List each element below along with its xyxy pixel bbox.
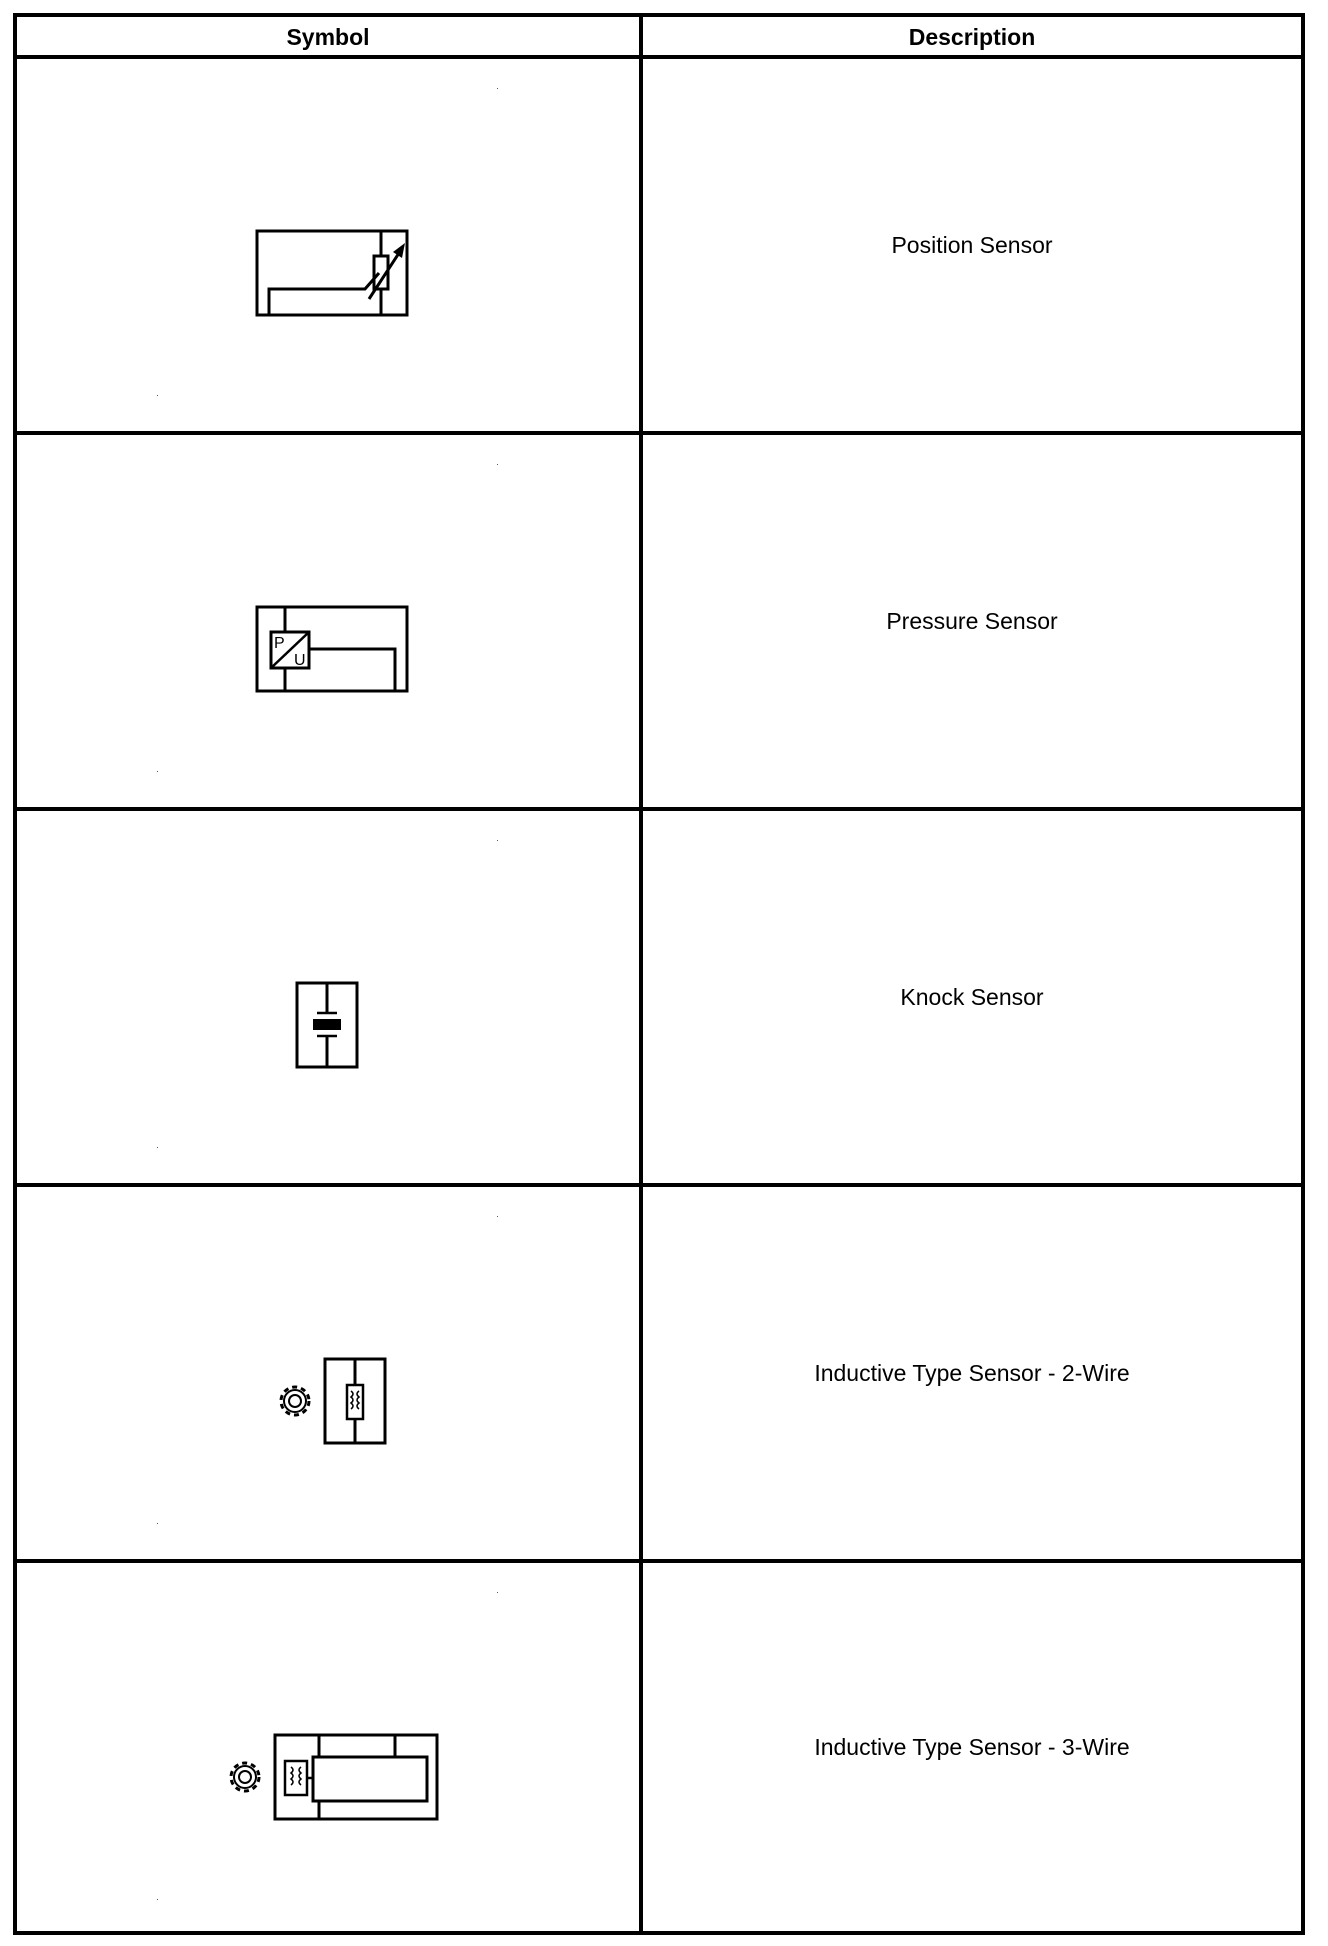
description-cell [643,811,1301,1183]
inductive-3-wire-sensor-icon [217,1727,447,1827]
description-text: Inductive Type Sensor - 2-Wire [814,1359,1130,1386]
inductive-2-wire-sensor-icon [267,1351,397,1451]
description-cell [643,435,1301,807]
gear-icon [231,1763,259,1791]
description-text: Knock Sensor [900,983,1044,1010]
gear-icon [281,1387,309,1415]
pressure-label-top: P [274,635,285,652]
table-row [17,1563,1301,1931]
knock-sensor-icon [287,975,367,1075]
sensor-symbol-table [13,13,1305,1935]
symbol-cell [17,1187,639,1559]
description-cell [643,1187,1301,1559]
description-text: Pressure Sensor [886,607,1058,634]
pressure-sensor-icon [247,599,417,699]
table-row [17,1187,1301,1563]
table-header [17,17,1301,59]
header-symbol: Symbol [286,24,370,50]
symbol-cell [17,811,639,1183]
symbol-cell [17,435,639,807]
description-cell [643,59,1301,431]
description-text: Position Sensor [891,231,1053,258]
table-row [17,811,1301,1187]
description-text: Inductive Type Sensor - 3-Wire [814,1733,1130,1760]
description-cell [643,1563,1301,1931]
pressure-label-bottom: U [294,652,306,669]
header-description: Description [908,24,1036,50]
table-row [17,435,1301,811]
symbol-cell [17,59,639,431]
symbol-cell [17,1563,639,1931]
position-sensor-icon [247,223,417,323]
table-row [17,59,1301,435]
